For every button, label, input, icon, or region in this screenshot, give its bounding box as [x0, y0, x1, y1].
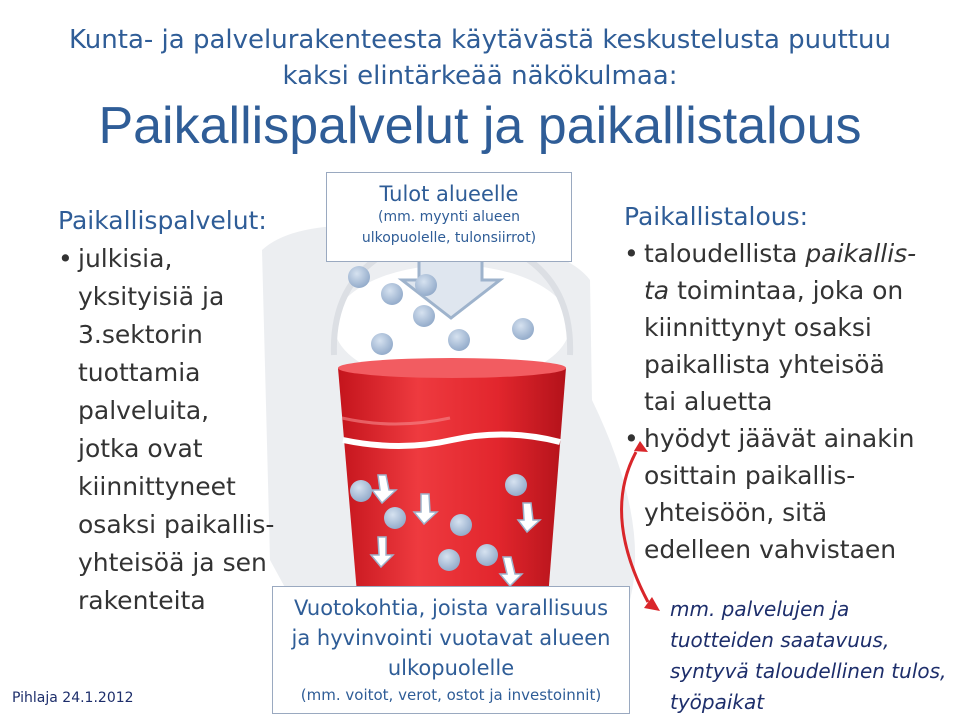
footer-date: Pihlaja 24.1.2012 [12, 690, 134, 706]
right-bullet-1-line-5: tai aluetta [644, 387, 773, 416]
right-bullet-1-line-4: paikallista yhteisöä [644, 350, 885, 379]
subtitle-line-1: Kunta- ja palvelurakenteesta käytävästä keskustelusta puuttuu [69, 25, 891, 55]
left-line-8: osaksi paikallis- [78, 510, 275, 539]
left-line-1: • julkisia, [58, 240, 288, 278]
benefits-examples [670, 594, 960, 718]
income-box-title: Tulot alueelle [379, 182, 519, 206]
left-line-5: palveluita, [78, 396, 210, 425]
local-economy-heading: Paikallistalous: [624, 202, 809, 231]
local-economy-column [624, 198, 954, 568]
leak-box-line-2: ja hyvinvointi vuotavat alueen [291, 626, 611, 650]
income-box [326, 172, 572, 262]
left-line-2: yksityisiä ja [78, 282, 225, 311]
benefits-line-2: tuotteiden saatavuus, [670, 628, 890, 652]
right-bullet-2-line-1: • hyödyt jäävät ainakin [624, 420, 954, 457]
local-services-column [58, 202, 288, 620]
income-box-detail-2: ulkopuolelle, tulonsiirrot) [361, 230, 537, 246]
left-line-9: yhteisöä ja sen [78, 548, 267, 577]
page-title: Paikallispalvelut ja paikallistalous [98, 97, 862, 155]
leak-box-line-1: Vuotokohtia, joista varallisuus [293, 596, 609, 620]
income-box-detail-1: (mm. myynti alueen [378, 209, 520, 225]
local-services-heading: Paikallispalvelut: [58, 206, 267, 235]
left-line-4: tuottamia [78, 358, 201, 387]
right-bullet-1-line-2: ta toimintaa, joka on [644, 276, 904, 305]
left-line-3: 3.sektorin [78, 320, 203, 349]
leak-box-line-3: ulkopuolelle [387, 656, 515, 680]
right-bullet-2-line-4: edelleen vahvistaen [644, 535, 897, 564]
left-line-7: kiinnittyneet [78, 472, 236, 501]
right-bullet-1-line-3: kiinnittynyt osaksi [644, 313, 872, 342]
subtitle-line-2: kaksi elintärkeää näkökulmaa: [282, 61, 678, 91]
right-bullet-1-line-1: • taloudellista paikallis- [624, 235, 954, 272]
benefits-line-1: mm. palvelujen ja [670, 597, 850, 621]
benefits-line-3: syntyvä taloudellinen tulos, [670, 659, 947, 683]
leak-box [272, 586, 630, 714]
benefits-line-4: työpaikat [670, 690, 765, 714]
right-bullet-2-line-3: yhteisöön, sitä [644, 498, 828, 527]
leak-box-detail: (mm. voitot, verot, ostot ja investoinnit) [300, 686, 602, 704]
right-bullet-2-line-2: osittain paikallis- [644, 461, 856, 490]
left-line-6: jotka ovat [78, 434, 203, 463]
left-line-10: rakenteita [78, 586, 206, 615]
